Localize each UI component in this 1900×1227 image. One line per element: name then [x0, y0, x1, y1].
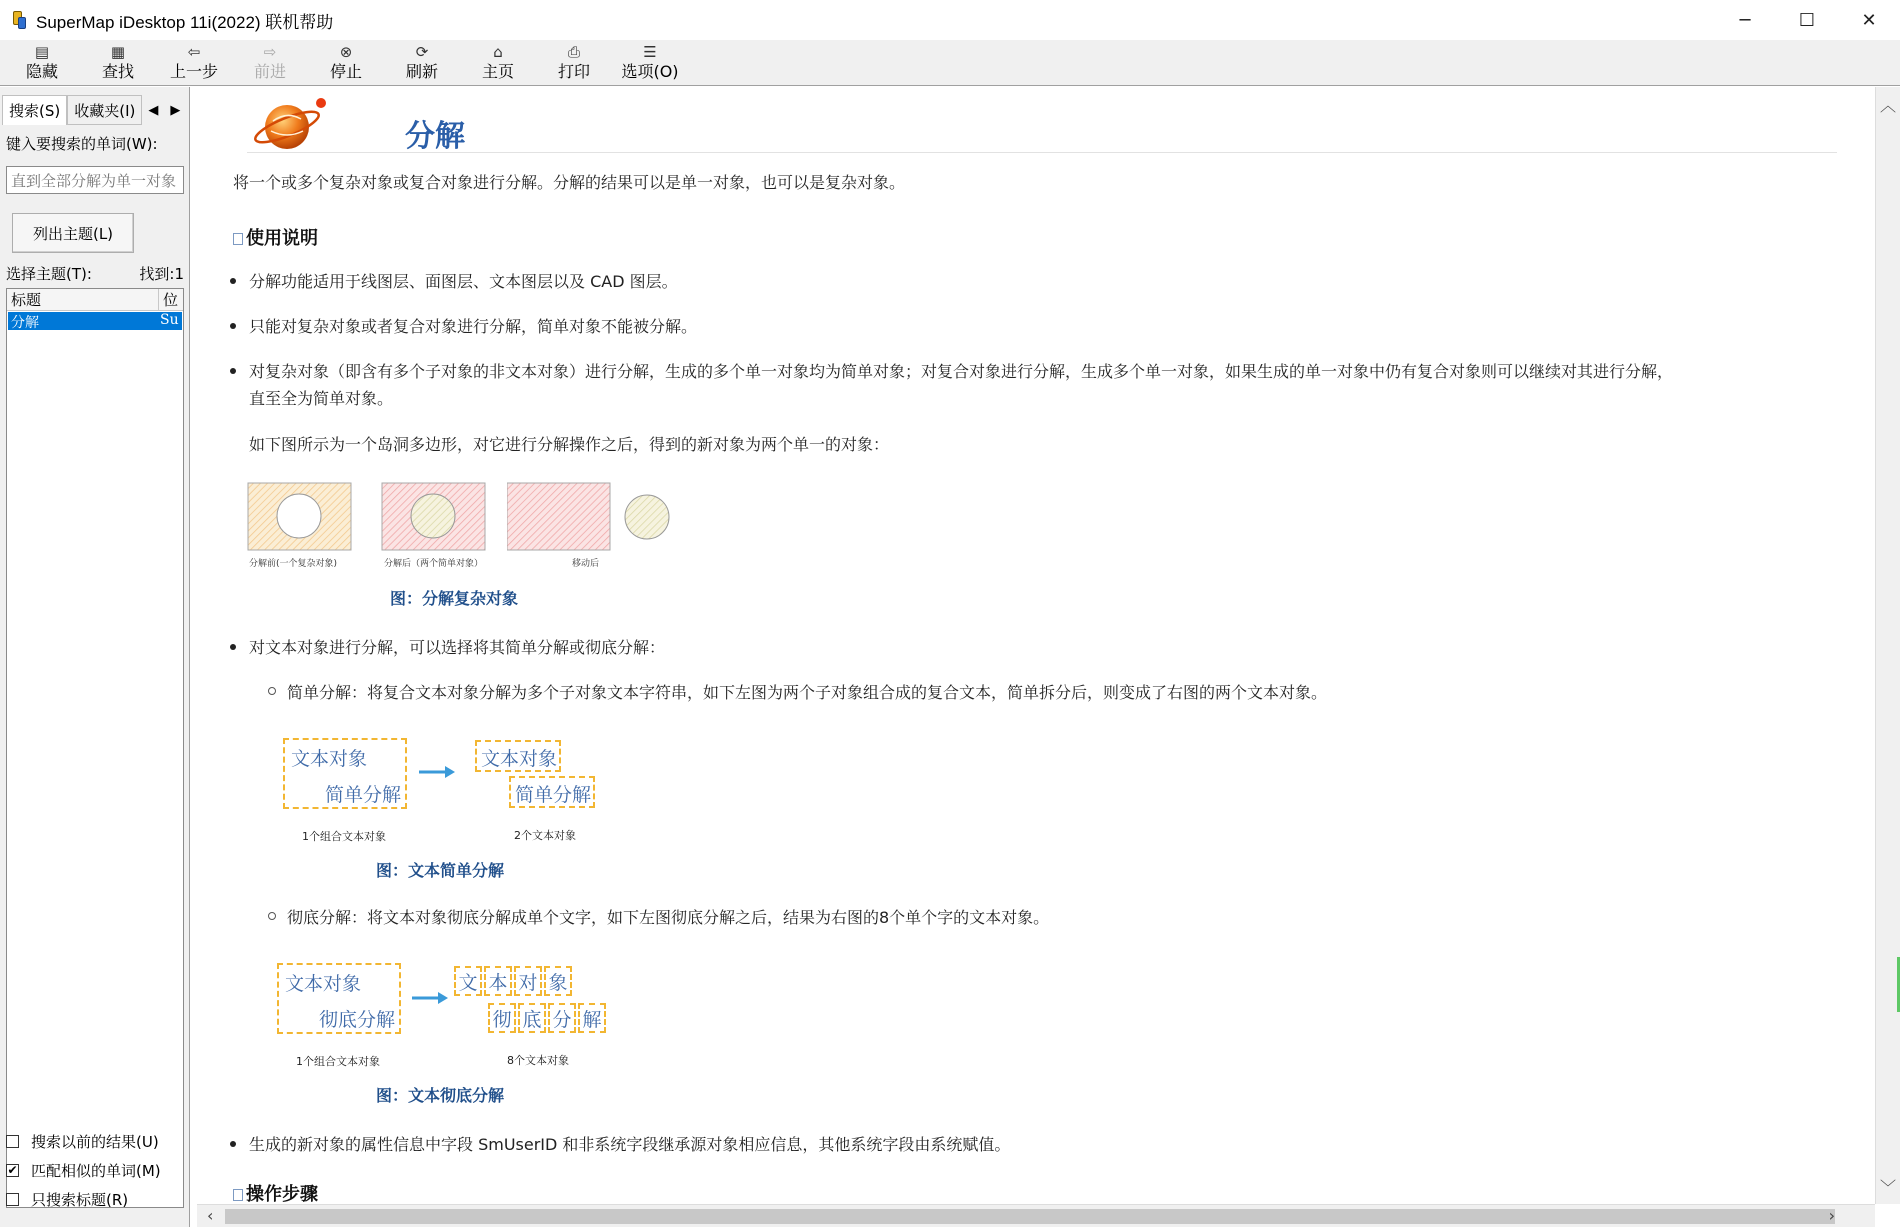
figure-intro-text: 如下图所示为一个岛洞多边形，对它进行分解操作之后，得到的新对象为两个单一的对象：	[249, 435, 890, 454]
figure-caption: 图：分解复杂对象	[390, 589, 519, 608]
search-label: 键入要搜索的单词(W):	[6, 135, 158, 153]
find-icon: ▦	[110, 43, 126, 61]
box-text: 文本对象	[285, 973, 362, 995]
hide-label: 隐藏	[25, 62, 58, 81]
figure-label: 移动后	[572, 559, 600, 569]
tab-scroll-right-icon[interactable]: ▶	[170, 102, 181, 118]
print-icon: ⎙	[567, 43, 580, 61]
stop-icon: ⊗	[339, 43, 353, 61]
forward-icon: ⇨	[263, 43, 277, 61]
topic-header	[247, 91, 1837, 153]
app-icon	[10, 9, 28, 31]
char-text-object: 彻	[488, 1003, 516, 1033]
box-text: 文本对象	[481, 748, 558, 770]
figure-label: 分解前(一个复杂对象)	[249, 559, 338, 569]
list-topics-button[interactable]: 列出主题(L)	[12, 213, 134, 253]
options-icon: ☰	[643, 43, 657, 61]
globe-logo-icon	[247, 91, 337, 153]
maximize-button[interactable]: ☐	[1798, 9, 1816, 31]
vertical-scrollbar[interactable]	[1875, 87, 1900, 1204]
toolbar	[0, 40, 1900, 86]
box-text: 彻底分解	[319, 1009, 396, 1031]
hide-icon: ▤	[34, 43, 50, 61]
box-text: 简单分解	[515, 784, 592, 806]
bullet-item: 对文本对象进行分解，可以选择将其简单分解或彻底分解：	[249, 635, 665, 658]
document-icon	[233, 233, 243, 245]
print-label: 打印	[557, 62, 590, 81]
arrow-right-icon	[419, 764, 455, 780]
arrow-right-icon	[412, 990, 448, 1006]
search-input[interactable]: 直到全部分解为单一对象	[6, 166, 184, 194]
scroll-down-icon[interactable]: ﹀	[1880, 1178, 1897, 1197]
print-button[interactable]	[536, 40, 612, 86]
horizontal-scroll-thumb[interactable]	[225, 1209, 1835, 1224]
char-text-object: 底	[518, 1003, 546, 1033]
scroll-up-icon[interactable]: ︿	[1880, 96, 1897, 115]
back-label: 上一步	[169, 62, 218, 81]
scroll-left-icon[interactable]: ‹	[207, 1206, 214, 1225]
sub-bullet-item: 简单分解：将复合文本对象分解为多个子对象文本字符串，如下左图为两个子对象组合成的复合文本，简单拆分后，则变成了右图的两个文本对象。	[287, 680, 1327, 703]
match-similar-checkbox[interactable]	[6, 1160, 161, 1181]
bullet-item: 生成的新对象的属性信息中字段 SmUserID 和非系统字段继承源对象相应信息，其他系统字段由系统赋值。	[249, 1132, 1010, 1155]
checkbox-box[interactable]	[6, 1193, 19, 1206]
title-bar	[0, 0, 1900, 40]
window-controls	[1714, 0, 1900, 40]
home-label: 主页	[481, 62, 514, 81]
composite-text-box	[277, 963, 401, 1034]
forward-button[interactable]	[232, 40, 308, 86]
column-location[interactable]: 位	[163, 291, 179, 309]
composite-text-box	[283, 738, 407, 809]
section-steps-heading[interactable]	[233, 1180, 318, 1204]
back-button[interactable]	[156, 40, 232, 86]
char-text-object: 文	[454, 966, 482, 996]
document-icon	[233, 1189, 243, 1201]
section-usage-title: 使用说明	[246, 228, 318, 249]
figure-caption: 图：文本简单分解	[376, 861, 505, 880]
tab-search[interactable]: 搜索(S)	[2, 95, 67, 125]
tab-scroll-left-icon[interactable]: ◀	[148, 102, 159, 118]
intro-text: 将一个或多个复杂对象或复合对象进行分解。分解的结果可以是单一对象，也可以是复杂对象。	[233, 173, 906, 192]
select-topic-row	[6, 263, 184, 284]
find-label: 查找	[101, 62, 134, 81]
find-button[interactable]	[80, 40, 156, 86]
tab-favorites[interactable]: 收藏夹(I)	[67, 95, 142, 125]
figure-label: 1个组合文本对象	[296, 1055, 380, 1068]
sub-bullet-item: 彻底分解：将文本对象彻底分解成单个文字，如下左图彻底分解之后，结果为右图的8个单个字的文本对象。	[287, 905, 1049, 928]
result-location: Su	[160, 312, 179, 328]
page-title: 分解	[405, 119, 465, 154]
text-object-box	[475, 740, 561, 772]
box-text: 简单分解	[325, 784, 402, 806]
result-title: 分解	[11, 315, 39, 331]
char-text-object: 分	[548, 1003, 576, 1033]
section-usage-heading[interactable]	[233, 224, 318, 250]
figure-label: 2个文本对象	[514, 829, 576, 842]
list-item[interactable]	[8, 312, 182, 330]
titles-only-checkbox[interactable]	[6, 1189, 128, 1210]
column-title[interactable]: 标题	[7, 289, 159, 310]
hide-button[interactable]	[4, 40, 80, 86]
bullet-item: 对复杂对象（即含有多个子对象的非文本对象）进行分解，生成的多个单一对象均为简单对象；对复合对象进行分解，生成多个单一对象，如果生成的单一对象中仍有复合对象则可以继续对其进行分解，	[249, 359, 1673, 382]
navigation-pane	[0, 87, 190, 1227]
stop-label: 停止	[329, 62, 362, 81]
refresh-button[interactable]	[384, 40, 460, 86]
bullet-item-continued: 直至全为简单对象。	[249, 389, 394, 408]
horizontal-scrollbar[interactable]	[197, 1204, 1875, 1227]
refresh-icon: ⟳	[415, 43, 429, 61]
checkbox-label: 搜索以前的结果(U)	[31, 1133, 159, 1151]
topic-results-list[interactable]	[6, 288, 184, 1208]
checkbox-label: 匹配相似的单词(M)	[31, 1162, 161, 1180]
scroll-right-icon[interactable]: ›	[1828, 1206, 1835, 1225]
char-text-object: 象	[544, 966, 572, 996]
results-header	[7, 289, 183, 311]
home-icon: ⌂	[493, 43, 503, 61]
char-text-object: 本	[484, 966, 512, 996]
char-text-object: 对	[514, 966, 542, 996]
options-label: 选项(O)	[621, 62, 679, 81]
box-text: 文本对象	[291, 748, 368, 770]
options-button[interactable]	[612, 40, 688, 86]
section-steps-title: 操作步骤	[246, 1184, 318, 1204]
refresh-label: 刷新	[405, 62, 438, 81]
home-button[interactable]	[460, 40, 536, 86]
nav-tabs	[2, 95, 186, 125]
search-previous-checkbox[interactable]	[6, 1131, 159, 1152]
moved-objects-figure	[507, 482, 687, 552]
bullet-item: 只能对复杂对象或者复合对象进行分解，简单对象不能被分解。	[249, 314, 697, 337]
close-button[interactable]: ✕	[1861, 9, 1877, 31]
stop-button[interactable]	[308, 40, 384, 86]
found-count: 找到:1	[139, 265, 184, 283]
select-topic-label: 选择主题(T):	[6, 265, 92, 283]
figure-label: 1个组合文本对象	[302, 830, 386, 843]
figure-label: 分解后（两个简单对象）	[384, 559, 484, 569]
back-icon: ⇦	[187, 43, 201, 61]
minimize-button[interactable]: ─	[1739, 9, 1751, 31]
bullet-item: 分解功能适用于线图层、面图层、文本图层以及 CAD 图层。	[249, 269, 678, 292]
window-title: SuperMap iDesktop 11i(2022) 联机帮助	[36, 12, 334, 32]
checkbox-label: 只搜索标题(R)	[31, 1191, 129, 1209]
text-object-box	[509, 776, 595, 808]
checkbox-box[interactable]	[6, 1135, 19, 1148]
checkbox-box-checked[interactable]: ✔	[7, 1163, 18, 1177]
char-text-object: 解	[578, 1003, 606, 1033]
forward-label: 前进	[253, 62, 286, 81]
figure-label: 8个文本对象	[507, 1054, 569, 1067]
figure-caption: 图：文本彻底分解	[376, 1086, 505, 1105]
help-content	[197, 87, 1875, 1204]
